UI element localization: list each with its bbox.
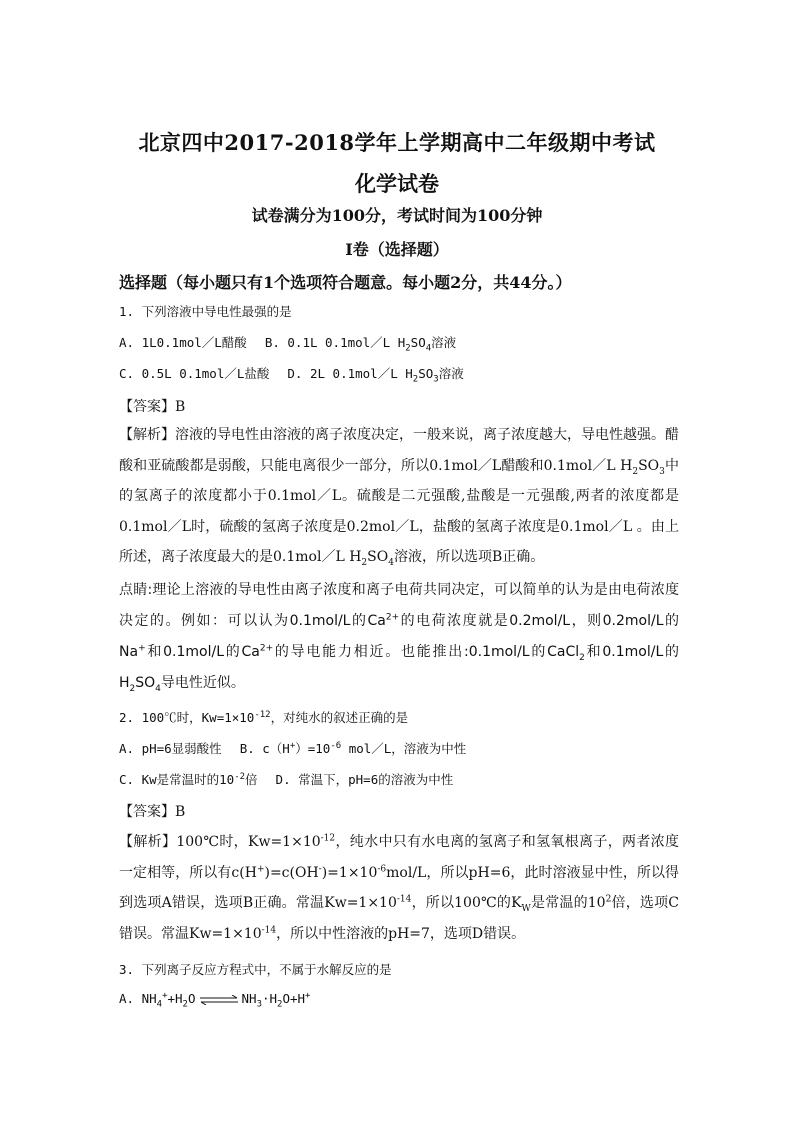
exam-subtitle: 化学试卷: [355, 171, 439, 196]
exam-title: 北京四中2017-2018学年上学期高中二年级期中考试: [138, 130, 656, 155]
section-heading: 选择题（每小题只有1个选项符合题意。每小题2分，共44分。）: [119, 273, 572, 292]
q1-options-cd: [119, 364, 464, 385]
q2-options-ab: [119, 739, 466, 757]
q1-explanation: 【解析】溶液的导电性由溶液的离子浓度决定，一般来说，离子浓度越大，导电性越强。醋酸和亚硫酸都是弱酸，只能电离很少一部分，所以0.1mol／L醋酸和0.1mol／L $H_2SO_3$中的氢离子的浓度都小于0.1mol／L。硫酸是二元强酸,盐酸是一元强酸,两者的浓度都是0.1mol／L时，硫酸的氢离子浓度是0.2mol／L，盐酸的氢离子浓度是0.1mol／L 。由上所述，离子浓度最大的是0.1mol／L $H_2SO_4$溶液，所以选项B正确。: [119, 427, 679, 568]
q2-option-b: B. $c(H^+)=10^{-6}$ mol／L，溶液为中性: [239, 740, 467, 756]
q2-answer: 【答案】B: [119, 804, 186, 820]
q1-stem: 1. 下列溶液中导电性最强的是: [119, 304, 292, 319]
q1-option-a: A. 1L0.1mol／L醋酸: [119, 335, 247, 350]
q3-stem: 3. 下列离子反应方程式中，不属于水解反应的是: [119, 962, 392, 977]
equilibrium-arrow-icon: [198, 995, 240, 1005]
q1-option-c: C. 0.5L 0.1mol／L盐酸: [119, 366, 270, 381]
q1-note: 点睛:理论上溶液的导电性由离子浓度和离子电荷共同决定，可以简单的认为是由电荷浓度决定的。例如：可以认为0.1mol/L的$Ca^{2+}$的电荷浓度就是0.2mol/L，则0.2mol/L的Na+和0.1mol/L的$Ca^{2+}$的导电能力相近。也能推出:0.1mol/L的CaCl$_2$和0.1mol/L的$H_2SO_4$导电性近似。: [119, 582, 680, 694]
q2-stem: 2. 100℃时，$Kw=1\times 10^{-12}$，对纯水的叙述正确的是: [119, 709, 409, 725]
q1-option-d: D. 2L 0.1mol／L $H_2SO_3$溶液: [287, 366, 464, 385]
q2-option-d: D. 常温下，pH=6的溶液为中性: [275, 772, 454, 787]
q2-option-a: A. pH=6显弱酸性: [119, 741, 222, 756]
exam-info: 试卷满分为100分，考试时间为100分钟: [251, 206, 543, 225]
q1-option-b: B. 0.1L 0.1mol／L $H_2SO_4$溶液: [264, 335, 457, 354]
q1-answer: 【答案】B: [119, 399, 186, 415]
q2-options-cd: [119, 770, 453, 788]
q2-explanation: 【解析】100℃时，$Kw=1\times 10^{-12}$，纯水中只有水电离的氢离子和氢氧根离子，两者浓度一定相等，所以有$c(H^+)=c(OH^-)=1\times 10^{-6}mol/L$，所以pH=6，此时溶液显中性，所以得到选项A错误，选项B正确。常温$Kw=1\times 10^{-14}$，所以100℃的$K_W$是常温的$10^2$倍，选项C错误。常温$Kw=1\times 10^{-14}$，所以中性溶液的pH=7，选项D错误。: [119, 833, 680, 942]
q2-option-c: C. Kw是常温时的$10^{-2}$倍: [119, 771, 258, 787]
part-heading: I卷（选择题）: [345, 240, 449, 259]
q3-option-a: A. $NH_4^++H_2O$ $NH_3\cdot H_2O+H^+$: [119, 990, 311, 1010]
q1-options-ab: [119, 333, 457, 354]
